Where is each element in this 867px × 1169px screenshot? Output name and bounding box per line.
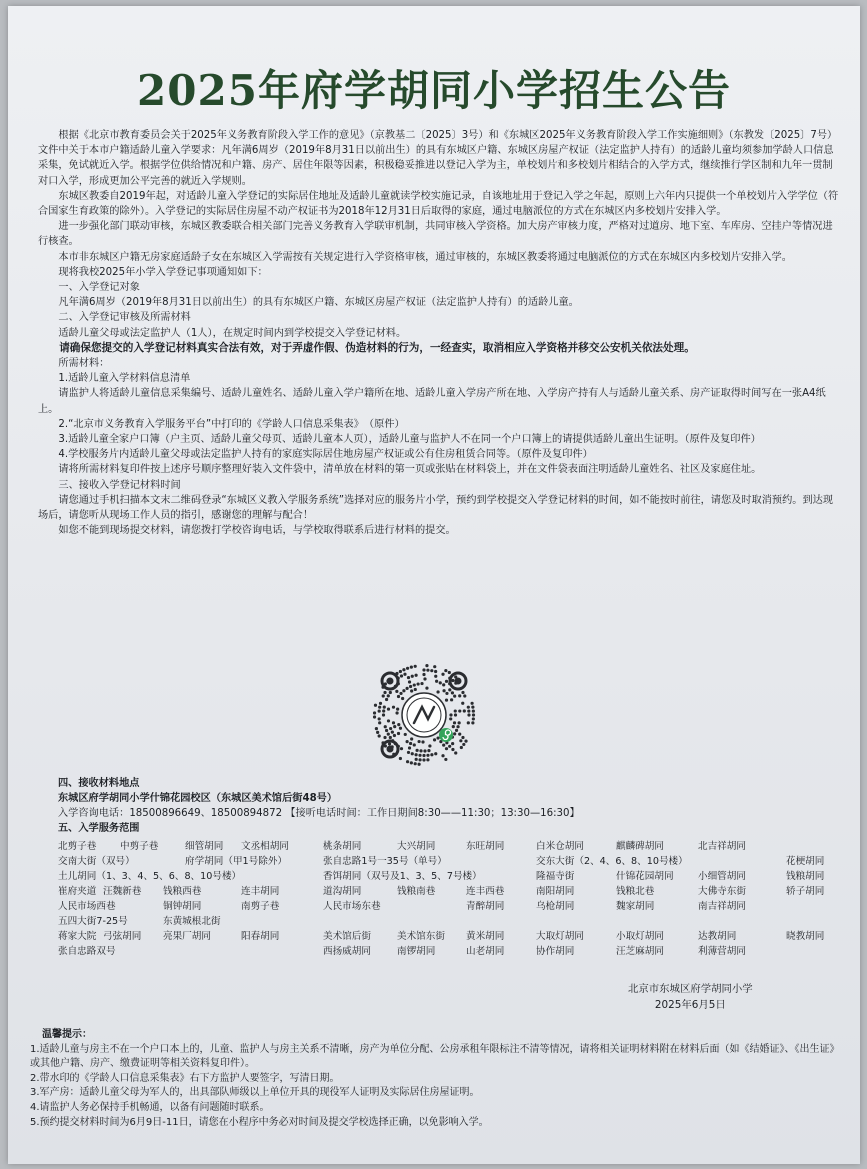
service-range-street: 小取灯胡同 <box>616 931 664 942</box>
service-range-street: 文丞相胡同 <box>241 841 289 852</box>
signature-block <box>628 981 753 1013</box>
service-range-street: 阳春胡同 <box>241 931 280 942</box>
location-section <box>58 776 818 836</box>
material-2: 2.“北京市义务教育入学服务平台”中打印的《学龄人口信息采集表》 （原件） <box>58 418 405 430</box>
tips-section <box>30 1028 840 1130</box>
service-range-street: 大佛寺东街 <box>698 886 746 897</box>
tip-2: 2.带水印的《学龄人口信息采集表》右下方监护人要签字，写清日期。 <box>30 1072 340 1084</box>
service-range-street: 钱粮南巷 <box>397 886 436 897</box>
service-range-street: 美术馆东街 <box>397 931 445 942</box>
service-range-street: 钱粮北巷 <box>616 886 655 897</box>
service-range-street: 美术馆后街 <box>323 931 371 942</box>
service-range-street: 麒麟碑胡同 <box>616 841 664 852</box>
page-title: 2025年府学胡同小学招生公告 <box>137 66 731 115</box>
service-range-street: 钱粮西巷 <box>163 886 202 897</box>
section-3-text: 请您通过手机扫描本文末二维码登录“东城区义教入学服务系统”选择对应的服务片小学，预约到学校提交入学登记材料的时间，如不能按时前往，请您及时取消预约。到达现场后，请您听从现场工作人员的指引，感谢您的理解与配合！ <box>38 494 834 522</box>
tip-3: 3.军产房：适龄儿童父母为军人的，出具部队师级以上单位开具的现役军人证明及实际居住房屋证明。 <box>30 1087 480 1099</box>
service-range-street: 西扬威胡同 <box>323 946 371 957</box>
service-range-street: 南锣胡同 <box>397 946 436 957</box>
tip-1: 1.适龄儿童与房主不在一个户口本上的，儿童、监护人与房主关系不清晰，房产为单位分配、公房承租年限标注不清等情况，请将相关证明材料附在材料后面（如《结婚证》、《出生证》或其他户籍、房产、缴费证明等相关资料复印件）。 <box>30 1043 840 1070</box>
service-range-street: 乌枪胡同 <box>536 901 575 912</box>
campus-address: 东城区府学胡同小学什锦花园校区（东城区美术馆后街48号） <box>58 793 338 804</box>
wechat-miniprogram-qr-icon[interactable] <box>370 661 478 769</box>
phone-label: 入学咨询电话： <box>58 808 130 819</box>
service-range-street: 交东大街（2、4、6、8、10号楼） <box>536 856 688 867</box>
section-heading-5: 五、入学服务范围 <box>58 823 140 834</box>
service-range-street: 南阳胡同 <box>536 886 575 897</box>
miniprogram-logo-icon <box>439 728 453 742</box>
service-range-street: 花梗胡同 <box>786 856 825 867</box>
service-range-street: 桃条胡同 <box>323 841 362 852</box>
service-range-street: 大取灯胡同 <box>536 931 584 942</box>
material-1-text: 请监护人将适龄儿童信息采集编号、适龄儿童姓名、适龄儿童入学户籍所在地、适龄儿童入学房产所在地、入学房产持有人与适龄儿童关系、房产证取得时间写在一张A4纸上。 <box>38 388 826 415</box>
signature-org: 北京市东城区府学胡同小学 <box>628 983 753 995</box>
service-range-grid <box>58 838 858 968</box>
service-range-street: 弓弦胡同 <box>103 931 142 942</box>
section-heading-1: 一、入学登记对象 <box>58 282 140 294</box>
service-range-street: 人民市场东巷 <box>323 901 381 912</box>
tip-4: 4.请监护人务必保持手机畅通，以备有问题随时联系。 <box>30 1101 270 1113</box>
warning-text: 请确保您提交的入学登记材料真实合法有效，对于弄虚作假、伪造材料的行为，一经查实，取消相应入学资格并移交公安机关依法处理。 <box>59 341 695 354</box>
service-range-street: 南剪子巷 <box>241 901 280 912</box>
service-range-street: 北吉祥胡同 <box>698 841 746 852</box>
service-range-street: 连丰胡同 <box>241 886 280 897</box>
section-heading-4: 四、接收材料地点 <box>58 778 140 789</box>
section-3-text-2: 如您不能到现场提交材料，请您拨打学校咨询电话，与学校取得联系后进行材料的提交。 <box>58 525 456 537</box>
service-range-street: 连丰西巷 <box>466 886 505 897</box>
materials-label: 所需材料： <box>58 358 110 370</box>
service-range-street: 道沟胡同 <box>323 886 362 897</box>
material-4: 4.学校服务片内适龄儿童父母或法定监护人持有的家庭实际居住地房屋产权证或公有住房租赁合同等。（原件及复印件） <box>58 449 593 461</box>
service-range-street: 交南大街（双号） <box>58 856 135 867</box>
service-range-street: 达教胡同 <box>698 931 737 942</box>
service-range-street: 张自忠路1号一35号（单号） <box>323 856 447 867</box>
section-heading-2: 二、入学登记审核及所需材料 <box>58 312 191 324</box>
paragraph-nonlocal: 本市非东城区户籍无房家庭适龄子女在东城区入学需按有关规定进行入学资格审核，通过审核的，东城区教委将通过电脑派位的方式在东城区内多校划片安排入学。 <box>58 251 792 263</box>
paragraph-policy: 根据《北京市教育委员会关于2025年义务教育阶段入学工作的意见》（京教基二〔2025〕3号）和《东城区2025年义务教育阶段入学工作实施细则》（东教发〔2025〕7号）文件中关于本市户籍适龄儿童入学要求：凡年满6周岁（2019年8月31日以前出生）的具有东城区户籍、东城区房屋产权证（法定监护人持有）的适龄儿童均须参加学龄人口信息采集，免试就近入学。根据学位供给情况和户籍、房产、居住年限等因素，积极稳妥推进以登记入学为主，单校划片和多校划片相结合的入学方式，继续推行学区制和九年一贯制对口入学，形成更加公平完善的就近入学规则。 <box>38 130 838 187</box>
service-range-street: 什锦花园胡同 <box>616 871 674 882</box>
section-2-text: 适龄儿童父母或法定监护人（1人），在规定时间内到学校提交入学登记材料。 <box>58 327 407 339</box>
phone-numbers[interactable]: 18500896649、18500894872 <box>129 808 283 819</box>
service-range-street: 轿子胡同 <box>786 886 825 897</box>
service-range-street: 铜钟胡同 <box>163 901 202 912</box>
service-range-street: 东黄城根北街 <box>163 916 221 927</box>
service-range-street: 南吉祥胡同 <box>698 901 746 912</box>
service-range-street: 蒋家大院 <box>58 931 97 942</box>
material-note: 请将所需材料复印件按上述序号顺序整理好装入文件袋中，清单放在材料的第一页或张贴在材料袋上，并在文件袋表面注明适龄儿童姓名、社区及家庭住址。 <box>58 464 762 476</box>
section-1-text: 凡年满6周岁（2019年8月31日以前出生）的具有东城区户籍、东城区房屋产权证（法定监护人持有）的适龄儿童。 <box>58 297 579 309</box>
service-range-street: 大兴胡同 <box>397 841 436 852</box>
service-range-street: 五四大街7-25号 <box>58 916 128 927</box>
section-heading-3: 三、接收入学登记材料时间 <box>58 479 181 491</box>
material-3: 3.适龄儿童全家户口簿（户主页、适龄儿童父母页、适龄儿童本人页），适龄儿童与监护人不在同一个户口簿上的请提供适龄儿童出生证明。（原件及复印件） <box>58 434 761 446</box>
service-range-street: 细管胡同 <box>185 841 224 852</box>
service-range-street: 黄米胡同 <box>466 931 505 942</box>
signature-date: 2025年6月5日 <box>654 999 726 1011</box>
service-range-street: 北剪子巷 <box>58 841 97 852</box>
service-range-street: 崔府夹道 <box>58 886 97 897</box>
service-range-street: 汪芝麻胡同 <box>616 946 664 957</box>
service-range-street: 人民市场西巷 <box>58 901 116 912</box>
service-range-street: 钱粮胡同 <box>786 871 825 882</box>
service-range-street: 汪魏新巷 <box>103 886 142 897</box>
material-1-title: 1.适龄儿童入学材料信息清单 <box>58 373 191 385</box>
service-range-street: 青醉胡同 <box>466 901 505 912</box>
service-range-street: 东旺胡同 <box>466 841 505 852</box>
service-range-street: 山老胡同 <box>466 946 505 957</box>
paragraph-audit: 进一步强化部门联动审核，东城区教委联合相关部门完善义务教育入学联审机制，共同审核入学资格。加大房产审核力度，严格对过道房、地下室、车库房、空挂户等情况进行核查。 <box>38 221 833 248</box>
phone-hours: 【接听电话时间：工作日期间8:30——11:30；13:30—16:30】 <box>285 808 580 819</box>
service-range-street: 土儿胡同（1、3、4、5、6、8、10号楼） <box>58 871 242 882</box>
service-range-street: 亮果厂胡同 <box>163 931 211 942</box>
service-range-street: 隆福寺街 <box>536 871 575 882</box>
phone-line <box>58 806 818 821</box>
paragraph-intro: 现将我校2025年小学入学登记事项通知如下： <box>58 266 268 278</box>
service-range-street: 魏家胡同 <box>616 901 655 912</box>
service-range-street: 白米仓胡同 <box>536 841 584 852</box>
tip-5: 5.预约提交材料时间为6月9日-11日，请您在小程序中务必对时间及提交学校选择正确，以免影响入学。 <box>30 1116 489 1128</box>
paragraph-record: 东城区教委自2019年起，对适龄儿童入学登记的实际居住地址及适龄儿童就读学校实施记录，自该地址用于登记入学之年起，原则上六年内只提供一个单校划片入学学位（符合国家生育政策的除外）。入学登记的实际居住房屋不动产权证书为2018年12月31日后取得的家庭，通过电脑派位的方式在东城区内多校划片安排入学。 <box>38 190 839 218</box>
service-range-street: 香饵胡同（双号及1、3、5、7号楼） <box>323 871 482 882</box>
service-range-street: 小细管胡同 <box>698 871 746 882</box>
service-range-street: 晓教胡同 <box>786 931 825 942</box>
tips-heading: 温馨提示： <box>42 1029 92 1040</box>
service-range-street: 张自忠路双号 <box>58 946 116 957</box>
notice-paper <box>8 6 860 1164</box>
service-range-street: 协作胡同 <box>536 946 575 957</box>
notice-body <box>38 128 842 538</box>
service-range-street: 府学胡同（甲1号除外） <box>185 856 288 867</box>
service-range-street: 利薄营胡同 <box>698 946 746 957</box>
service-range-street: 中剪子巷 <box>120 841 159 852</box>
